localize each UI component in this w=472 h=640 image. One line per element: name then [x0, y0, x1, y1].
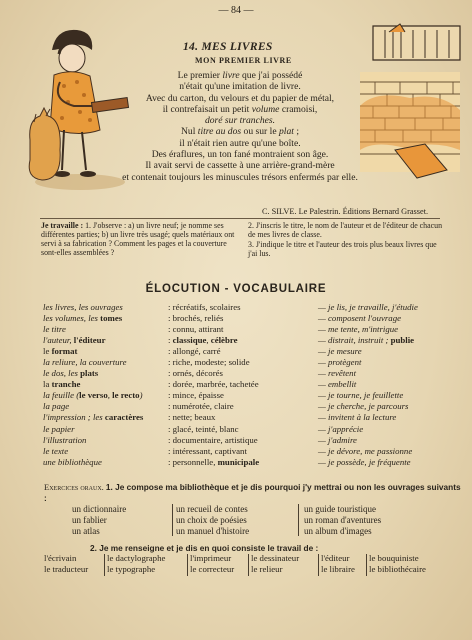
trade-column [369, 553, 426, 575]
vocab-term: l'auteur, l'éditeur [43, 335, 106, 346]
vocab-term: le titre [43, 324, 66, 335]
column-separator [104, 554, 105, 576]
vocab-adjectives: : classique, célèbre [168, 335, 238, 346]
vocab-verbs: — je dévore, me passionne [318, 445, 413, 456]
vocab-row [43, 446, 463, 457]
oral-exercise-2 [90, 543, 318, 553]
vocab-term: la feuille (le verso, le recto) [43, 390, 143, 401]
vocab-adjectives: : récréatifs, scolaires [168, 302, 241, 312]
vocab-term: la page [43, 401, 70, 412]
poem-line: doré sur tranches. [204, 115, 276, 127]
vocab-verbs: — distrait, instruit ; publie [318, 335, 415, 346]
vocab-adjectives: : personnelle, municipale [168, 456, 260, 467]
vocab-heading: ÉLOCUTION - VOCABULAIRE [145, 283, 327, 295]
column-separator [318, 554, 319, 576]
vocab-adjectives: : nette; beaux [168, 412, 216, 423]
poem-text [95, 70, 385, 183]
vocab-row [43, 379, 463, 390]
exercices-oraux-label: Exercices oraux. [44, 482, 104, 492]
vocab-row [43, 302, 463, 313]
poem-line: il n'était rien autre qu'une boîte. [179, 137, 301, 149]
vocab-adjectives: : brochés, reliés [168, 313, 224, 324]
poem-line: Il avait servi de cassette à une arrière-grand-mère [145, 160, 335, 172]
vocab-row [43, 313, 463, 324]
trade-item: le typographe [107, 564, 156, 574]
vocab-row [43, 335, 463, 346]
book-item: un fablier [72, 514, 107, 525]
vocab-verbs: — j'apprécie [318, 423, 364, 434]
vocab-row [43, 424, 463, 435]
vocab-verbs: — j'admire [318, 434, 357, 445]
vocab-row [43, 457, 463, 468]
column-separator [248, 554, 249, 576]
vocab-term: la tranche [43, 379, 81, 390]
vocab-adjectives: : ornés, décorés [168, 368, 223, 379]
vocab-verbs: — protègent [318, 357, 362, 368]
vocab-adjectives: : riche, modeste; solide [168, 357, 250, 368]
vocab-verbs: — je mesure [318, 346, 362, 357]
poem-line: Des éraflures, un ton fané montraient son âge. [151, 149, 329, 161]
poem-title: MON PREMIER LIVRE [195, 56, 292, 65]
trade-item: le dessinateur [251, 553, 300, 563]
exercise-2: 2. J'inscris le titre, le nom de l'auteur et de l'éditeur de chacun de mes livres de classe. [248, 221, 443, 239]
book-item: un guide touristique [304, 504, 376, 514]
vocab-verbs: — je lis, je travaille, j'étudie [318, 302, 418, 312]
vocab-adjectives: : glacé, teinté, blanc [168, 423, 239, 434]
vocab-table [43, 302, 463, 468]
trade-item: le correcteur [190, 564, 235, 574]
vocab-row [43, 401, 463, 412]
vocab-term: le papier [43, 423, 75, 434]
book-item: un album d'images [304, 525, 372, 536]
oral-exercise-1: 1. Je compose ma bibliothèque et je dis pourquoi j'y mettrai ou non les ouvrages suivants : [44, 482, 461, 503]
vocab-term: la reliure, la couverture [43, 357, 127, 368]
book-column [72, 504, 126, 536]
trade-column [321, 553, 355, 575]
trade-item: le traducteur [44, 564, 89, 574]
oral-exercise-2-text: 2. Je me renseigne et je dis en quoi consiste le travail de : [90, 543, 319, 553]
vocab-term: les livres, les ouvrages [43, 302, 123, 312]
page-number: — 84 — [218, 5, 254, 16]
vocab-term: une bibliothèque [43, 456, 102, 467]
je-travaille-label: Je travaille : [41, 221, 84, 230]
exercise-1: 1. J'observe : a) un livre neuf; je nomme ses différentes parties; b) un livre très usagé; quels matériaux ont servi à sa fabrication ? Comment les pages et la couverture sont-elles assemblées ? [41, 221, 235, 257]
trade-item: le relieur [251, 564, 283, 574]
poem-line: Le premier livre que j'ai possédé [177, 70, 303, 81]
column-separator [172, 504, 173, 536]
vocab-adjectives: : allongé, carré [168, 346, 221, 357]
trade-column [251, 553, 299, 575]
poem-line: n'était qu'une imitation de livre. [179, 81, 301, 93]
poem-line: et contenait toujours les minuscules trésors enfermés par elle. [122, 171, 358, 183]
divider [40, 218, 440, 219]
trade-column [44, 553, 88, 575]
trade-item: le bibliothécaire [369, 564, 426, 574]
vocab-verbs: — composent l'ouvrage [318, 313, 401, 324]
vocab-verbs: — je possède, je fréquente [318, 456, 411, 467]
vocab-adjectives: : documentaire, artistique [168, 434, 258, 445]
trade-item: le libraire [321, 564, 355, 574]
vocab-term: le texte [43, 445, 69, 456]
vocab-row [43, 435, 463, 446]
column-separator [366, 554, 367, 576]
trade-item: le dactylographe [107, 553, 166, 563]
poem-line: Nul titre au dos ou sur le plat ; [180, 126, 299, 138]
vocab-term: l'impression ; les caractères [43, 412, 144, 423]
vocab-term: le format [43, 346, 78, 357]
vocab-term: l'illustration [43, 434, 87, 445]
trade-column [107, 553, 165, 575]
lesson-title: 14. MES LIVRES [183, 41, 273, 53]
vocab-verbs: — je cherche, je parcours [318, 401, 409, 412]
vocab-row [43, 368, 463, 379]
source-credit: C. SILVE. Le Palestrin. Éditions Bernard Grasset. [262, 207, 429, 216]
trade-item: l'éditeur [321, 553, 350, 563]
vocab-verbs: — invitent à la lecture [318, 412, 397, 423]
vocab-term: les volumes, les tomes [43, 313, 123, 324]
book-column [304, 504, 381, 536]
vocab-row [43, 412, 463, 423]
exercices-oraux [44, 482, 464, 503]
vocab-term: le dos, les plats [43, 368, 99, 379]
column-separator [298, 504, 299, 536]
vocab-row [43, 357, 463, 368]
vocab-adjectives: : numérotée, claire [168, 401, 234, 412]
poem-line: il contrefaisait un petit volume cramoisi, [162, 103, 318, 115]
vocab-adjectives: : intéressant, captivant [168, 445, 247, 456]
trade-item: le bouquiniste [369, 553, 419, 563]
poem-line: Avec du carton, du velours et du papier de métal, [145, 92, 335, 104]
vocab-verbs: — embellit [318, 379, 357, 390]
vocab-verbs: — revêtent [318, 368, 357, 379]
book-item: un dictionnaire [72, 504, 127, 514]
trade-item: l'imprimeur [190, 553, 232, 563]
book-column [176, 504, 249, 536]
vocab-row [43, 324, 463, 335]
book-item: un recueil de contes [176, 504, 248, 514]
vocab-row [43, 390, 463, 401]
vocab-verbs: — me tente, m'intrigue [318, 324, 399, 335]
vocab-verbs: — je tourne, je feuillette [318, 390, 404, 401]
vocab-row [43, 346, 463, 357]
exercise-3: 3. J'indique le titre et l'auteur des trois plus beaux livres que j'ai lus. [248, 239, 437, 258]
book-item: un manuel d'histoire [176, 525, 250, 536]
vocab-adjectives: : dorée, marbrée, tachetée [168, 379, 259, 390]
book-item: un atlas [72, 525, 100, 536]
vocab-adjectives: : mince, épaisse [168, 390, 224, 401]
vocab-adjectives: : connu, attirant [168, 324, 224, 335]
book-item: un roman d'aventures [304, 514, 382, 525]
trade-item: l'écrivain [44, 553, 77, 563]
column-separator [187, 554, 188, 576]
trade-column [190, 553, 234, 575]
book-item: un choix de poésies [176, 514, 247, 525]
